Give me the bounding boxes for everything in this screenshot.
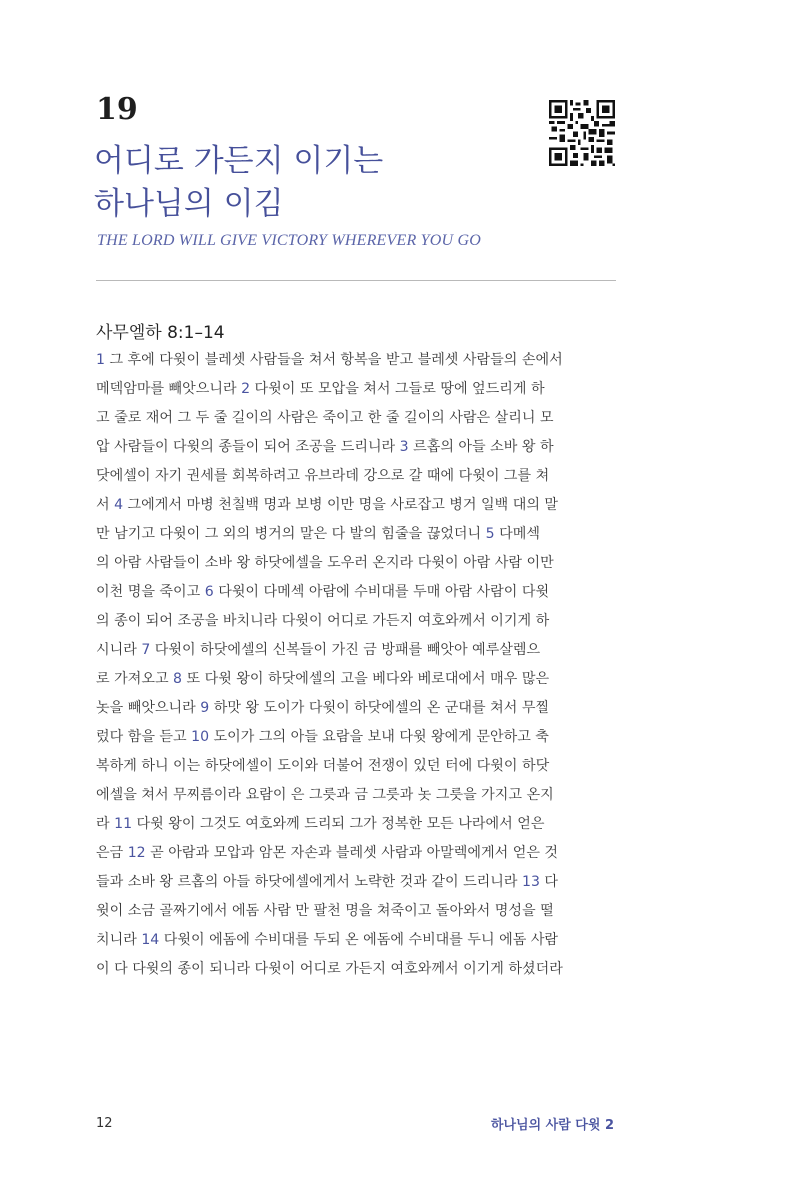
- chapter-number: 19: [96, 92, 138, 127]
- passage-line: [96, 926, 616, 955]
- passage-reference: 사무엘하 8:1–14: [96, 323, 225, 343]
- verse-number: 3: [399, 439, 409, 455]
- passage-line: [96, 955, 616, 984]
- verse-text: 르홉의 아들 소바 왕 하: [408, 439, 554, 455]
- chapter-title: [94, 140, 514, 226]
- verse-number: 10: [191, 729, 210, 745]
- verse-text: 압 사람들이 다윗의 종들이 되어 조공을 드리니라: [96, 439, 400, 455]
- verse-number: 12: [127, 845, 146, 861]
- verse-text: 치니라: [96, 932, 142, 948]
- verse-text: 하맛 왕 도이가 다윗이 하닷에셀의 온 군대를 쳐서 무찔: [209, 700, 550, 716]
- passage-line: [96, 636, 616, 665]
- passage-line: [96, 607, 616, 636]
- verse-text: 이 다 다윗의 종이 되니라 다윗이 어디로 가든지 여호와께서 이기게 하셨더라: [96, 961, 563, 977]
- passage-line: [96, 375, 616, 404]
- verse-text: 고 줄로 재어 그 두 줄 길이의 사람은 죽이고 한 줄 길이의 사람은 살리니 모: [96, 410, 554, 426]
- verse-text: 렀다 함을 듣고: [96, 729, 192, 745]
- verse-number: 2: [241, 381, 251, 397]
- verse-text: 들과 소바 왕 르홉의 아들 하닷에셀에게서 노략한 것과 같이 드리니라: [96, 874, 523, 890]
- passage-line: [96, 781, 616, 810]
- verse-text: 또 다윗 왕이 하닷에셀의 고을 베다와 베로대에서 매우 많은: [182, 671, 550, 687]
- verse-text: 도이가 그의 아들 요람을 보내 다윗 왕에게 문안하고 축: [209, 729, 549, 745]
- passage-line: [96, 462, 616, 491]
- passage-line: [96, 752, 616, 781]
- verse-text: 시니라: [96, 642, 142, 658]
- passage-line: [96, 520, 616, 549]
- passage-line: [96, 839, 616, 868]
- verse-text: 은금: [96, 845, 128, 861]
- verse-number: 9: [200, 700, 210, 716]
- verse-number: 1: [96, 352, 105, 368]
- verse-number: 5: [485, 526, 495, 542]
- verse-number: 8: [173, 671, 183, 687]
- passage-line: [96, 491, 616, 520]
- verse-text: 다윗이 하닷에셀의 신복들이 가진 금 방패를 빼앗아 예루살렘으: [150, 642, 541, 658]
- verse-text: 윗이 소금 골짜기에서 에돔 사람 만 팔천 명을 쳐죽이고 돌아와서 명성을 떨: [96, 903, 554, 919]
- passage-line: [96, 723, 616, 752]
- verse-text: 의 종이 되어 조공을 바치니라 다윗이 어디로 가든지 여호와께서 이기게 하: [96, 613, 550, 629]
- verse-text: 만 남기고 다윗이 그 외의 병거의 말은 다 발의 힘줄을 끊었더니: [96, 526, 486, 542]
- verse-text: 메덱암마를 빼앗으니라: [96, 381, 242, 397]
- verse-text: 에셀을 쳐서 무찌름이라 요람이 은 그릇과 금 그릇과 놋 그릇을 가지고 온지: [96, 787, 554, 803]
- chapter-subtitle: THE LORD WILL GIVE VICTORY WHEREVER YOU GO: [97, 232, 481, 249]
- verse-text: 로 가져오고: [96, 671, 174, 687]
- passage-line: [96, 897, 616, 926]
- qr-code-icon[interactable]: [549, 100, 615, 166]
- verse-text: 다윗이 또 모압을 쳐서 그들로 땅에 엎드리게 하: [250, 381, 545, 397]
- passage-line: [96, 549, 616, 578]
- passage-line: [96, 578, 616, 607]
- verse-text: 다윗 왕이 그것도 여호와께 드리되 그가 정복한 모든 나라에서 얻은: [132, 816, 545, 832]
- verse-number: 11: [114, 816, 133, 832]
- verse-text: 라: [96, 816, 115, 832]
- verse-text: 곧 아람과 모압과 암몬 자손과 블레셋 사람과 아말렉에게서 얻은 것: [145, 845, 559, 861]
- passage-line: [96, 694, 616, 723]
- page-number: 12: [96, 1116, 113, 1131]
- verse-text: 다윗이 에돔에 수비대를 두되 온 에돔에 수비대를 두니 에돔 사람: [159, 932, 559, 948]
- verse-text: 의 아람 사람들이 소바 왕 하닷에셀을 도우러 온지라 다윗이 아람 사람 이만: [96, 555, 554, 571]
- verse-text: 닷에셀이 자기 권세를 회복하려고 유브라데 강으로 갈 때에 다윗이 그를 쳐: [96, 468, 550, 484]
- verse-number: 7: [141, 642, 151, 658]
- running-footer-title: 하나님의 사람 다윗 2: [490, 1118, 614, 1133]
- passage-line: [96, 433, 616, 462]
- verse-number: 13: [522, 874, 540, 890]
- chapter-title-line: 하나님의 이김: [94, 186, 284, 222]
- verse-text: 그에게서 마병 천칠백 명과 보병 이만 명을 사로잡고 병거 일백 대의 말: [123, 497, 559, 513]
- passage-line: [96, 665, 616, 694]
- verse-number: 14: [141, 932, 160, 948]
- verse-text: 다메섹: [494, 526, 540, 542]
- section-divider: [96, 280, 616, 281]
- verse-text: 이천 명을 죽이고: [96, 584, 205, 600]
- verse-number: 6: [204, 584, 214, 600]
- scripture-passage: [96, 346, 616, 984]
- passage-line: [96, 404, 616, 433]
- passage-line: [96, 346, 616, 375]
- verse-text: 다: [539, 874, 559, 890]
- verse-text: 그 후에 다윗이 블레셋 사람들을 쳐서 항복을 받고 블레셋 사람들의 손에서: [104, 352, 563, 368]
- chapter-title-line: 어디로 가든지 이기는: [94, 143, 384, 179]
- passage-line: [96, 810, 616, 839]
- verse-text: 다윗이 다메섹 아람에 수비대를 두매 아람 사람이 다윗: [213, 584, 550, 600]
- verse-number: 4: [114, 497, 124, 513]
- verse-text: 놋을 빼앗으니라: [96, 700, 201, 716]
- verse-text: 복하게 하니 이는 하닷에셀이 도이와 더불어 전쟁이 있던 터에 다윗이 하닷: [96, 758, 550, 774]
- verse-text: 서: [96, 497, 115, 513]
- passage-line: [96, 868, 616, 897]
